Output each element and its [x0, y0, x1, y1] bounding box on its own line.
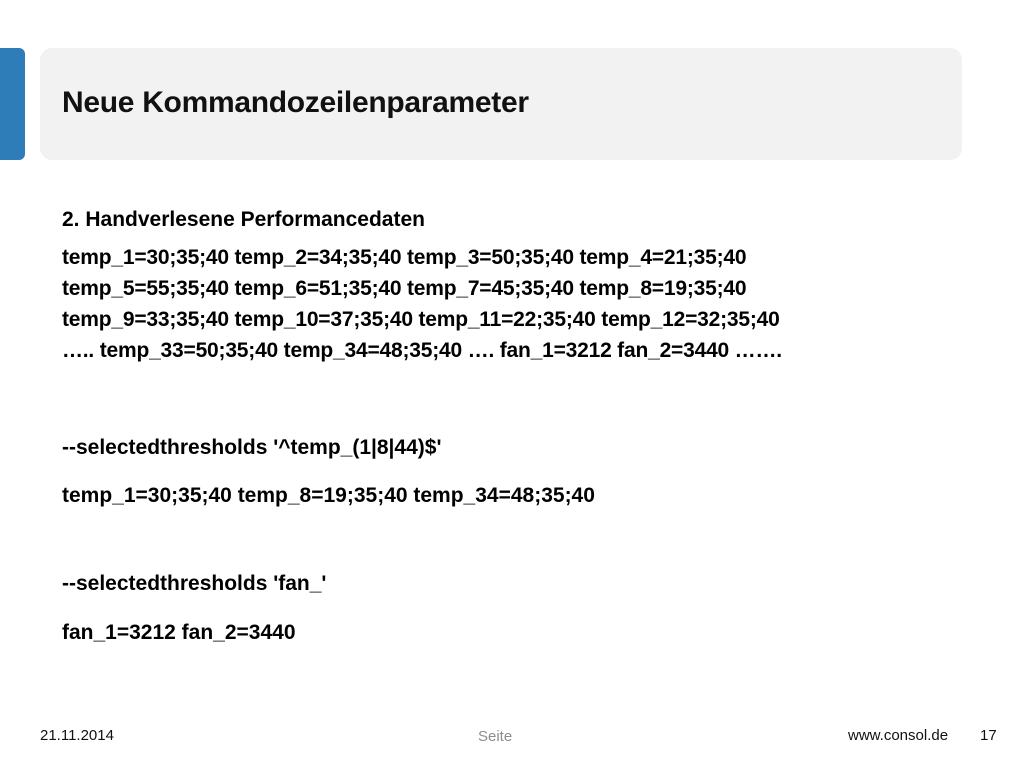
content-area — [62, 204, 1002, 644]
result-temp: temp_1=30;35;40 temp_8=19;35;40 temp_34=48;35;40 — [62, 484, 595, 507]
option-selectedthresholds-temp: --selectedthresholds '^temp_(1|8|44)$' — [62, 436, 442, 459]
footer-page-number: 17 — [980, 727, 997, 744]
perf-line: temp_1=30;35;40 temp_2=34;35;40 temp_3=50;35;40 temp_4=21;35;40 — [62, 246, 747, 269]
perf-line: ….. temp_33=50;35;40 temp_34=48;35;40 …. fan_1=3212 fan_2=3440 ……. — [62, 339, 782, 362]
performance-data-block — [62, 242, 1002, 366]
footer-date: 21.11.2014 — [40, 727, 114, 744]
perf-line: temp_5=55;35;40 temp_6=51;35;40 temp_7=45;35;40 temp_8=19;35;40 — [62, 277, 747, 300]
accent-bar — [0, 48, 25, 160]
title-box — [40, 48, 962, 160]
footer-seite-label: Seite — [478, 728, 513, 745]
section-heading: 2. Handverlesene Performancedaten — [62, 208, 425, 231]
footer-url[interactable]: www.consol.de — [848, 727, 949, 744]
option-selectedthresholds-fan: --selectedthresholds 'fan_' — [62, 572, 327, 595]
page-title: Neue Kommandozeilenparameter — [62, 86, 529, 119]
result-fan: fan_1=3212 fan_2=3440 — [62, 621, 296, 644]
perf-line: temp_9=33;35;40 temp_10=37;35;40 temp_11=22;35;40 temp_12=32;35;40 — [62, 308, 780, 331]
